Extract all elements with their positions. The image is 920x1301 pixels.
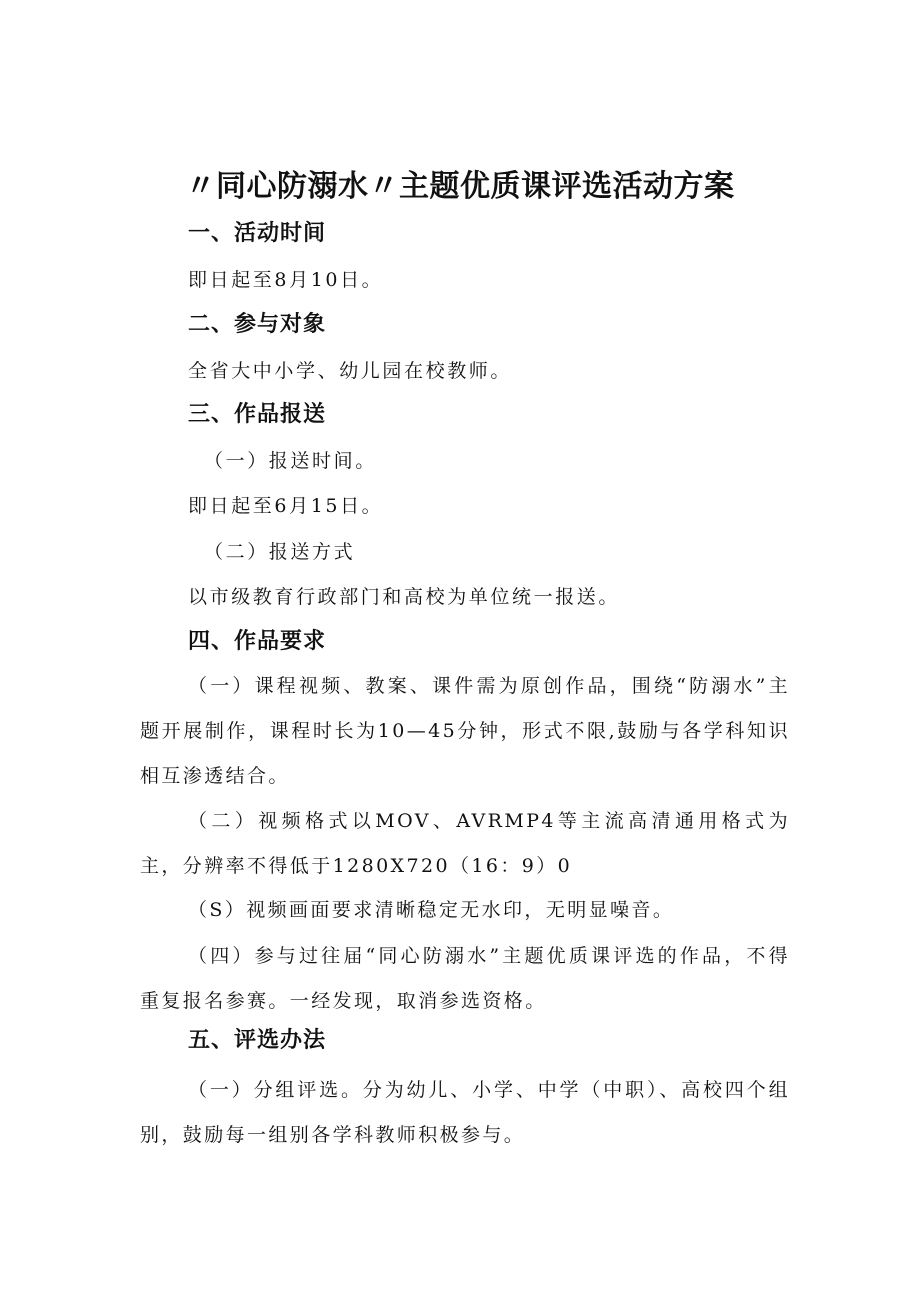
section-heading-submission: 三、作品报送 xyxy=(188,402,327,427)
evaluation-paragraph-1: （一）分组评选。分为幼儿、小学、中学（中职）、高校四个组别，鼓励每一组别各学科教师积极参与。 xyxy=(140,1079,790,1146)
section-heading-participants: 二、参与对象 xyxy=(188,312,327,337)
participants-text: 全省大中小学、幼儿园在校教师。 xyxy=(188,360,513,382)
submission-method-text: 以市级教育行政部门和高校为单位统一报送。 xyxy=(188,586,621,608)
requirement-paragraph-2: （二）视频格式以MOV、AVRMP4等主流高清通用格式为主，分辨率不得低于1280X720（16：9）0 xyxy=(140,810,790,877)
submission-time-subheading: （一）报送时间。 xyxy=(204,450,377,472)
requirement-paragraph-3: （S）视频画面要求清晰稳定无水印，无明显噪音。 xyxy=(188,899,675,921)
activity-time-text: 即日起至8月10日。 xyxy=(188,269,384,291)
section-heading-activity-time: 一、活动时间 xyxy=(188,221,327,246)
submission-time-text: 即日起至6月15日。 xyxy=(188,495,384,517)
document-title: 〃同心防溺水〃主题优质课评选活动方案 xyxy=(185,169,735,204)
section-heading-requirements: 四、作品要求 xyxy=(188,629,327,654)
requirement-paragraph-4: （四）参与过往届“同心防溺水”主题优质课评选的作品，不得重复报名参赛。一经发现，取消参选资格。 xyxy=(140,945,790,1012)
requirement-paragraph-1: （一）课程视频、教案、课件需为原创作品，围绕“防溺水”主题开展制作，课程时长为10—45分钟，形式不限,鼓励与各学科知识相互渗透结合。 xyxy=(140,675,790,787)
section-heading-evaluation: 五、评选办法 xyxy=(188,1028,327,1053)
submission-method-subheading: （二）报送方式 xyxy=(204,541,356,563)
